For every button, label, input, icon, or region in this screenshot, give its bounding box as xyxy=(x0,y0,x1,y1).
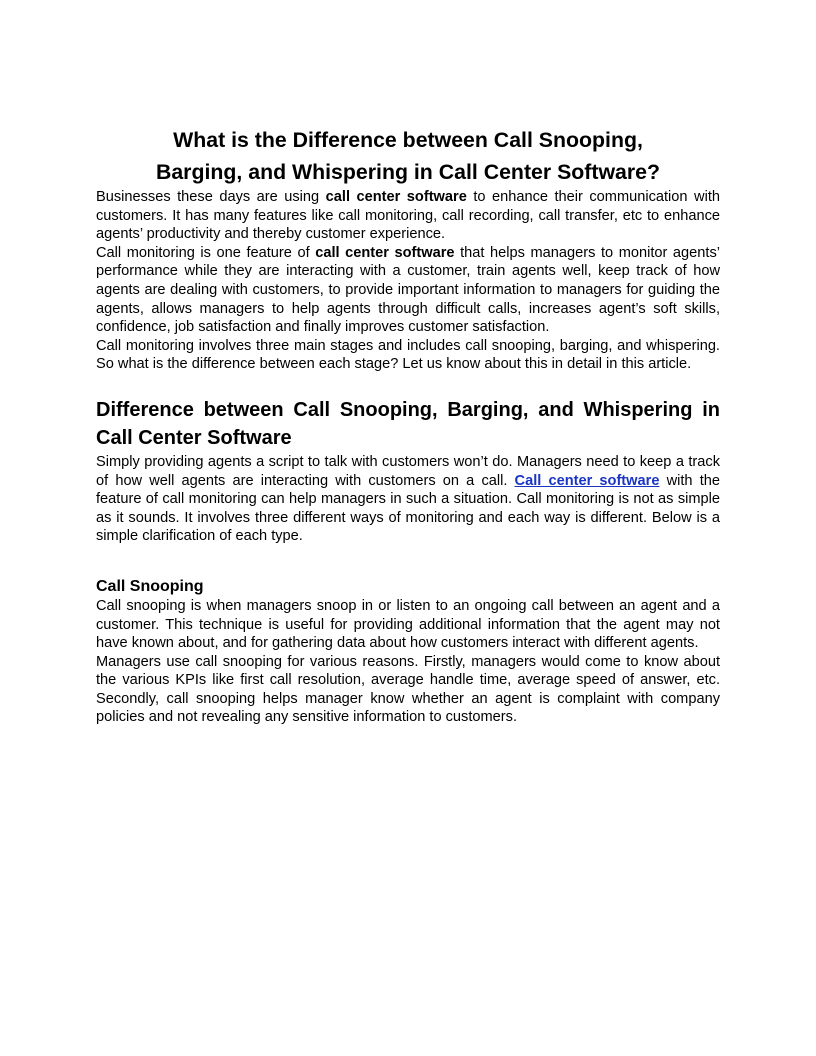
intro-paragraph xyxy=(96,188,720,244)
monitoring-paragraph xyxy=(96,244,720,337)
snooping-paragraph-2: Managers use call snooping for various reasons. Firstly, managers would come to know about the various KPIs like first call resolution, average handle time, average speed of answer, etc. Secondly, call snooping helps manager know whether an agent is complaint with company policies and not revealing any sensitive information to customers. xyxy=(96,653,720,726)
call-center-software-link[interactable]: Call center software xyxy=(514,472,660,489)
intro-text-start: Businesses these days are using xyxy=(96,189,326,205)
intro-bold-term: call center software xyxy=(325,189,467,205)
section-text-end: with the feature of call monitoring can help managers in such a situation. Call monitoring is not as simple as it sounds. It involves three different ways of monitoring and each way is different. Below is a simple clarification of each type. xyxy=(96,472,720,545)
monitoring-bold-term: call center software xyxy=(315,244,455,261)
call-snooping-heading: Call Snooping xyxy=(96,577,204,595)
section-paragraph xyxy=(96,453,720,546)
intro-text-end: to enhance their communication with customers. It has many features like call monitoring, call recording, call transfer, etc to enhance agents’ productivity and thereby customer experience. xyxy=(96,189,720,243)
monitoring-text-start: Call monitoring is one feature of xyxy=(96,244,316,261)
snooping-paragraph-1: Call snooping is when managers snoop in or listen to an ongoing call between an agent and a customer. This technique is useful for providing additional information that the agent may not have known about, and for gathering data about how customers interact with different agents. xyxy=(96,597,720,652)
document-page xyxy=(96,0,720,727)
section-text-start: Simply providing agents a script to talk with customers won’t do. Managers need to keep a track of how well agents are interacting with customers on a call. xyxy=(96,453,720,489)
section-heading: Difference between Call Snooping, Barging, and Whispering in Call Center Software xyxy=(96,398,720,450)
stages-paragraph: Call monitoring involves three main stages and includes call snooping, barging, and whispering. So what is the difference between each stage? Let us know about this in detail in this article. xyxy=(96,337,720,373)
title-line-1: What is the Difference between Call Snooping, xyxy=(173,128,643,152)
title-line-2: Barging, and Whispering in Call Center Software? xyxy=(155,160,661,184)
monitoring-text-end: that helps managers to monitor agents’ performance while they are interacting with a customer, train agents well, keep track of how agents are dealing with customers, to provide important information to managers for guiding the agents, allows managers to help agents through difficult calls, increases agent’s soft skills, confidence, job satisfaction and finally improves customer satisfaction. xyxy=(96,244,720,336)
document-title xyxy=(96,124,720,188)
